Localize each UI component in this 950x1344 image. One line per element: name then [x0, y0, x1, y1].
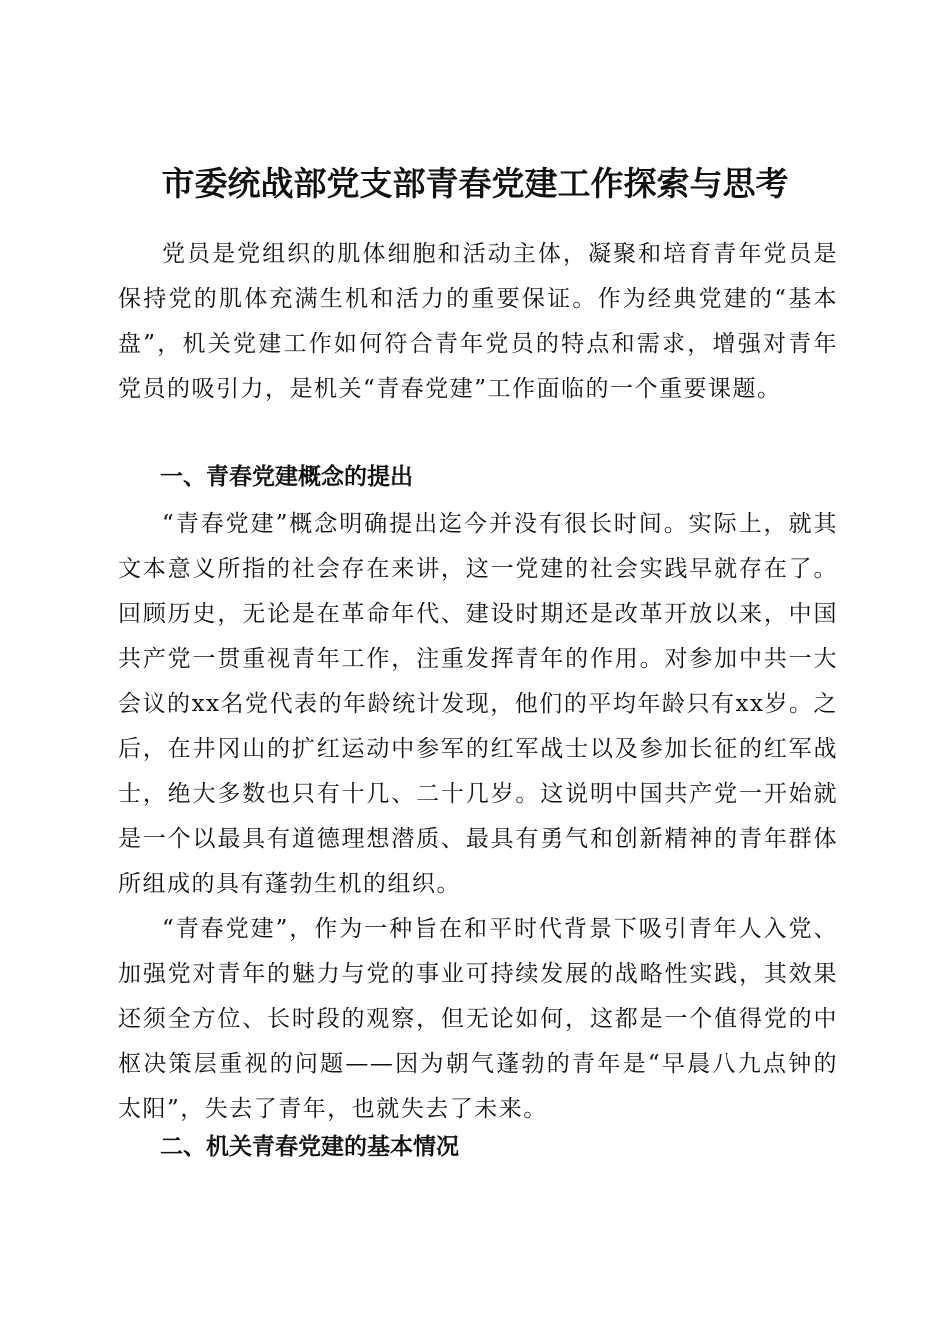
section-heading-2: 二、机关青春党建的基本情况: [160, 1134, 459, 1160]
document-title: 市委统战部党支部青春党建工作探索与思考: [161, 164, 789, 204]
paragraph-intro: 党员是党组织的肌体细胞和活动主体，凝聚和培育青年党员是保持党的肌体充满生机和活力的重要保证。作为经典党建的“基本盘”，机关党建工作如何符合青年党员的特点和需求，增强对青年党员的吸引力，是机关“青春党建”工作面临的一个重要课题。: [118, 241, 838, 402]
section-heading-1: 一、青春党建概念的提出: [160, 464, 413, 490]
paragraph-section-1-a: “青春党建”概念明确提出迄今并没有很长时间。实际上，就其文本意义所指的社会存在来讲，这一党建的社会实践早就存在了。回顾历史，无论是在革命年代、建设时期还是改革开放以来，中国共产党一贯重视青年工作，注重发挥青年的作用。对参加中共一大会议的xx名党代表的年龄统计发现，他们的平均年龄只有xx岁。之后，在井冈山的扩红运动中参军的红军战士以及参加长征的红军战士，绝大多数也只有十几、二十几岁。这说明中国共产党一开始就是一个以最具有道德理想潜质、最具有勇气和创新精神的青年群体所组成的具有蓬勃生机的组织。: [118, 511, 838, 897]
paragraph-section-1-b: “青春党建”，作为一种旨在和平时代背景下吸引青年人入党、加强党对青年的魅力与党的事业可持续发展的战略性实践，其效果还须全方位、长时段的观察，但无论如何，这都是一个值得党的中枢决策层重视的问题——因为朝气蓬勃的青年是“早晨八九点钟的太阳”，失去了青年，也就失去了未来。: [118, 916, 838, 1122]
